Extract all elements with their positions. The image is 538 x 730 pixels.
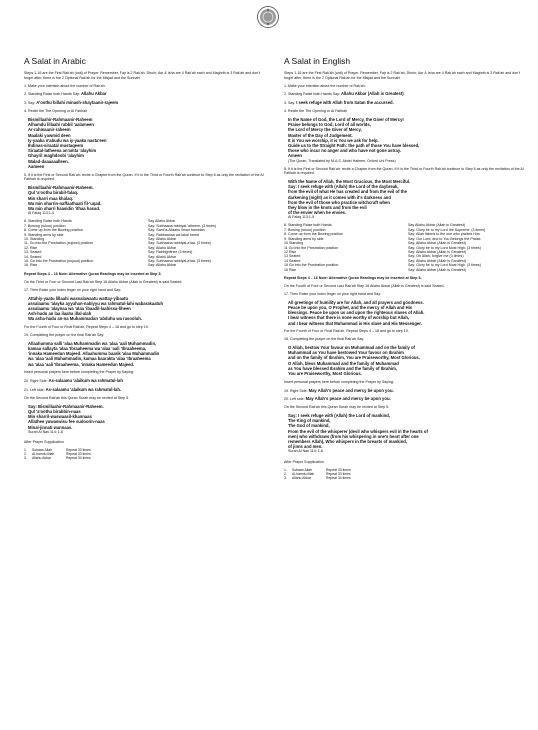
falaq-line: they blow in the knots and from the evil [288,204,367,210]
arabic-tashahhud [24,296,266,322]
fatihah-line: Aameen [28,163,45,169]
table-cell: Say: Allahu Akbar [148,237,177,242]
table-cell: Say Allahu Akbar (Allah is Greatest) [408,223,465,228]
nas-line: Minal-jinnati wannaas. [28,424,73,430]
nas-reference: Surah Al Nas 114: 1-6 [28,429,63,434]
ibrahimiyya-line: and on the family of Ibrahim, You are Praiseworthy, Most Glorious. [288,355,420,361]
english-column [284,56,526,480]
table-cell: 6. Standing Raise both Hands [284,223,332,228]
nas-line: The God of mankind, [288,423,330,429]
english-title: A Salat in English [284,56,351,66]
english-after-table [284,468,526,481]
english-tashahhud [284,300,526,326]
english-insert-note: Insert personal prayers here before completing the Prayer by Saying: [284,379,394,384]
fatihah-line: Master of the Day of Judgement. [288,132,353,138]
ibrahimiyya-line: 'innaka Hameedun Majeed. Allaahumma baarik 'alaa Muhammadin [28,351,160,357]
arabic-third-note: On the Third or Four or Second Last Rak'ah Step 16 Allahu Akbar (Allah is Greatest) is said Seated. [24,279,183,284]
fatihah-line: the Lord of Mercy the Giver of Mercy, [288,127,362,133]
english-steps-table [284,223,526,271]
falaq-line: With the Name of Allah, the Most Gracious, the Most Merciful. [288,178,411,184]
table-cell: Say: Glory be to my Lord Most High. (3 times) [408,263,481,268]
table-cell: Say: Allahu Akbar (Allah is Greatest) [408,241,466,246]
table-cell: Say: Sami'a-Allaahu liman hamidah [148,228,205,233]
english-third-note: On the Fourth of Four or Second Last Rak'ah Step 16 Allahu Akbar (Allah is Greatest) is said Seated. [284,284,445,289]
arabic-step-4: 4. Recite the The Opening or Al Fatihah [24,109,88,114]
table-cell: 2. [24,452,27,457]
table-cell: 1. [284,467,287,472]
nas-line: Min sharril-waswaasil-khannaas [28,414,92,420]
tashahhud-line: and I bear witness that Muhammad is His slave and His Messenger. [288,320,422,326]
falaq-line: Qul 'a'oothu birabil-falaq. [28,190,79,196]
tashahhud-line: All greetings of humility are for Allah, and all prayers and goodness. [288,299,424,305]
nas-reference: Surah Al Nas 114: 1-6 [288,449,323,454]
english-step-20: 20. Left side: May Allah's peace and mercy be upon you. [284,396,391,402]
table-cell: Say: Subhaana rabbiyal-a'laa. (3 times) [148,259,211,264]
tashahhud-line: Attahiy-yaatu lillaahi wassalawaatu wattay-yibaatu [28,295,129,301]
english-falaq [284,179,526,220]
table-cell: Say: Allahu Akbar [148,263,177,268]
table-cell: 9. Standing arms by side [24,232,64,237]
table-cell: 16. Rise [24,263,38,268]
arabic-nas [24,404,266,435]
ibrahimiyya-line: kamaa sallayta 'alaa 'Ibraaheema wa 'alaa 'aali 'Ibraaheema, [28,346,147,352]
arabic-steps-table [24,219,266,267]
nas-line: Qul 'a'oothu birabbin-naas [28,408,81,414]
seal-logo-icon [256,4,280,30]
tashahhud-line: I bear witness that there is none worthy of worship but Allah, [288,315,410,321]
table-cell: Say: Allahu Akbar [148,245,177,250]
arabic-step-5: 5. If it is the First or Second Rak'ah: recite a Chapter from the Quran. If it is the Third or Fourth Rak'ah continue to Step 6 as only the recitation of the Al Fatihah is required. [24,172,264,182]
nas-line: of jinns and men. [288,444,323,450]
table-cell: Say: Oh Allah, forgive me (3 times) [408,254,464,259]
table-cell: 15. Go into the Prostration (sujood) position [24,259,94,264]
falaq-line: of the envier when he envies. [288,210,347,216]
falaq-reference: Al Falaq 113:1-5 [28,211,55,216]
fatihah-line: It is You we worship, it is You we ask for help. [288,137,379,143]
ibrahimiyya-line: You are Praiseworthy, Most Glorious. [288,370,362,376]
english-fatihah [284,117,526,163]
ibrahimiyya-line: wa 'alaa 'aali 'Ibraaheema, 'innaka Hameedun Majeed. [28,361,135,367]
table-cell: Al-hamdu lillah [292,471,315,476]
english-step-19: 19. Right Side: May Allah's peace and mercy be upon you. [284,387,394,393]
ibrahimiyya-line: wa 'alaa 'aali Muhammadin, kamaa baarakta 'alaa 'Ibraaheema [28,356,151,362]
table-cell: 16 Rise [284,267,297,272]
fatihah-line: Ar-rahmaanir-raheem [28,127,71,133]
table-cell: Repeat 34 times [66,456,91,461]
fatihah-line: those who incur no anger and who have not gone astray. [288,148,401,154]
arabic-title: A Salat in Arabic [24,56,86,66]
table-cell: Repeat 33 times [326,467,351,472]
table-cell: Repeat 33 times [66,447,91,452]
ibrahimiyya-line: O Allah, bestow Your favour on Muhammad and on the family of [288,344,415,350]
table-cell: Say: Allahu Akbar (Allah is Greatest) [408,267,466,272]
falaq-line: Wa min sharrin-naffaathaati fil-'uqad. [28,200,102,206]
falaq-reference: Al Falaq 113:1-5 [288,215,315,220]
arabic-column [24,56,266,461]
arabic-repeat-note: Repeat Steps 4 – 16 Note: Alternative Quran Readings may be inserted at Step 5. [24,271,162,276]
falaq-line: Wa min sharri haasidin 'ithaa hasad. [28,206,101,212]
english-second-surah-note: On the Second Rak'ah this Quran Surah may be recited at Step 5. [284,405,390,410]
table-cell: Subaan Allah [32,447,52,452]
table-cell: Al-hamdu lillah [32,452,55,457]
english-step-4: 4. Recite the The Opening or Al Fatihah [284,109,348,114]
arabic-step-21: 21. Left side: As-salaamu 'alaikum wa rahmatul-lah. [24,387,122,393]
table-cell: 12 Rise [284,249,297,254]
table-cell: 6. Standing Raise both Hands [24,219,72,224]
nas-line: men) who withdraws (from his whispering in one's heart after one [288,433,419,439]
table-cell: 8. Come up from the Bowing position [284,232,343,237]
arabic-step-2: 2. Standing Raise both Hands Say: Allahu Akbar [24,91,107,97]
english-nas [284,413,526,454]
ibrahimiyya-line: Muhammad as You have bestowed Your favour on Ibrahim [288,350,404,356]
arabic-after-title: After Prayer Supplication [24,440,64,445]
fatihah-line: Siraatal-latheena an'amta 'alayhim [28,148,97,154]
ibrahimiyya-line: as You have blessed Ibrahim and the family of Ibrahim, [288,365,397,371]
table-cell: Say: Glory be to my Lord Most High. (3 times) [408,245,481,250]
table-cell: 8. Come up from the Bowing position [24,228,83,233]
fatihah-line: Ghayril maghdoobi 'alayhim [28,153,84,159]
english-step-18: 18. Completing the prayer on the final Rak'ah Say: [284,337,365,342]
tashahhud-line: assalaamu 'alayka ayyuhan-nabiyyu wa rahmatul-lahi wabarakaatuh [28,300,164,306]
table-cell: 11 Go into the Prostration position [284,245,339,250]
arabic-intro: Steps 1-16 are the First Rak'ah (unit) of Prayer. Remember, Fajr is 2 Rak'ah, Dhuhr, Asr & Isha are 4 Rak'ah each and Maghrib is 3 Rak'ah and don't forget after, there is the 2 Optional Rak'ah for the Misjad and the Sunnah! [24,71,260,80]
table-cell: 14. Seated [24,254,42,259]
ibrahimiyya-line: Allaahumma salli 'alaa Muhammadin wa 'alaa 'aali Muhammadin, [28,340,157,346]
table-cell: Say: Glory be to my Lord the Supreme. (3 times) [408,227,486,232]
arabic-ibrahimiyya [24,341,266,367]
tashahhud-line: blessings. Peace be upon us and upon the righteous slaves of Allah. [288,310,425,316]
fatihah-line: Ihdinas-siraatal mustaqeem [28,143,84,149]
arabic-fourth-note: For the Fourth of Four or Final Rak'ah, Repeat Steps 4 – 18 and go to step 19. [24,325,149,330]
nas-line: Say: Bismillaahir-Rahmaanir-Raheem. [28,403,104,409]
table-cell: Say: Subhaana rabbiyal-'atheem. (3 times) [148,223,217,228]
falaq-line: Min sharri maa khalaq. [28,195,74,201]
fatihah-line: Alhamdu lillaahi rabbil 'aalameen [28,122,94,128]
arabic-second-surah-note: On the Second Rak'ah this Quran Surah may be recited at Step 5. [24,396,130,401]
table-cell: Say: Rabbaanaa wa lakal hamd [148,232,199,237]
fatihah-reference: (The Quran, Translated by M.A.S. Abdel Haleem, Oxford Uni Press) [288,158,396,163]
table-cell: Allahu Akbar [292,476,312,481]
table-cell: 13. Seated [24,250,42,255]
arabic-step-19: 19. Completing the prayer on the final Rak'ah Say: [24,333,105,338]
table-cell: 12. Rise [24,245,38,250]
arabic-after-table [24,448,266,461]
table-cell: Say: Our Lord, and to You Belongs the Praise. [408,236,482,241]
table-cell: 15 Go into the Prostration position [284,263,339,268]
fatihah-line: Guide us to the Straight Path: the path of those You have blessed, [288,143,420,149]
table-cell: 10 Standing [284,241,304,246]
falaq-line: Bismillaahir-Rahmaanir-Raheem. [28,185,94,191]
table-cell: Repeat 34 times [326,476,351,481]
table-cell: 7. Bowing (rukoo) position [284,227,326,232]
table-cell: 10. Standing [24,237,45,242]
english-intro: Steps 1-16 are the First Rak'ah (unit) of Prayer. Remember, Fajr is 2 Rak'ah, Dhuhr, Asr & Isha are 4 Rak'ah each and Maghrib is 3 Rak'ah and don't forget after, there is the 2 Optional Rak'ah for the Misjad and the Sunnah! [284,71,520,80]
table-cell: 14 Seated [284,258,301,263]
english-step-5: 5. If it is the First or Second Rak'ah: recite a Chapter from the Quran. If it is the Third or Fourth Rak'ah continue to Step 6 as only the recitation of the Al Fatihah is required. [284,166,524,176]
table-cell: Say: Allahu Akbar (Allah is Greatest) [408,249,466,254]
table-cell: 1. [24,447,27,452]
table-cell: Subaan Allah [292,467,312,472]
english-step-17: 17. Then Raise your index finger on your right hand and Say: [284,292,382,297]
nas-line: From the evil of the whisperer (devil who whispers evil in the hearts of [288,428,428,434]
table-cell: 3. [24,456,27,461]
fatihah-line: In the Name of God, the Lord of Mercy, the Giver of Mercy! [288,117,404,123]
table-cell: 3. [284,476,287,481]
english-step-1: 1. Make your intention about the number of Rak'ah. [284,83,366,88]
nas-line: Say: I seek refuge with (Allah) the Lord of mankind, [288,413,390,419]
table-cell: Say: Allahu Akbar (Allah is Greatest) [408,258,466,263]
table-cell: 7. Bowing (rukoo) position [24,223,66,228]
nas-line: Allathee yuwaswisu fee sudoorin-naas [28,419,105,425]
english-repeat-note: Repeat Steps 4 – 16 Note: Alternative Quran Readings may be inserted at Step 5. [284,275,422,280]
table-cell: Say: Allahu Akbar [148,254,177,259]
falaq-line: from the evil of those who practice witchcraft when [288,199,390,205]
fatihah-line: Walad-daaaaaalleen. [28,158,69,164]
arabic-insert-note: Insert personal prayers here before completing the Prayer by Saying: [24,370,134,375]
table-cell: Repeat 33 times [66,452,91,457]
tashahhud-line: Ash-hadu an laa ilaaha illal-alah [28,311,92,317]
table-cell: Say: Rabbighfirlee (3 times) [148,250,193,255]
table-cell: Say Allahu Akbar [148,219,176,224]
english-fourth-note: For the Fourth of Four or Final Rak'ah, Repeat Steps 4 – 18 and go to step 19. [284,329,409,334]
arabic-step-17: 17. Then Raise your index finger on your right hand and Say: [24,288,122,293]
falaq-line: from the evil of what He has created and from the evil of the [288,189,407,195]
english-ibrahimiyya [284,345,526,376]
table-cell: Say: Subhaana rabbiyal-a'laa. (3 times) [148,241,211,246]
table-cell: Repeat 33 times [326,471,351,476]
falaq-line: darkening (night) as it comes with it's darkness and [288,194,391,200]
arabic-step-1: 1. Make your intention about the number of Rak'ah. [24,83,106,88]
tashahhud-line: Wa asha-hadu an-na Muhammadan 'abduhu wa rasooluh. [28,316,142,322]
arabic-step-20: 20. Right Side: As-salaamu 'alaikum wa rahmatul-lah [24,378,123,384]
english-after-title: After Prayer Supplication [284,460,324,465]
nas-line: The King of mankind, [288,418,331,424]
english-step-3: 3. Say: I seek refuge with Allah from Satan the accursed. [284,100,394,106]
tashahhud-line: assalaamu 'alaynaa wa 'alaa 'ibaadil-laahissa-liheen [28,306,131,312]
table-cell: 11. Go into the Prostration (sujood) position [24,241,94,246]
fatihah-line: Iy-yaaka n'abudu wa iy-yaaka nasta'een [28,137,107,143]
tashahhud-line: Peace be upon you, O Prophet, and the mercy of Allah and His [288,304,413,310]
table-cell: 9. Standing arms by side [284,236,324,241]
table-cell: 2. [284,471,287,476]
fatihah-line: Maalaki yawmid deen [28,132,71,138]
english-step-2: 2. Standing Raise both Hands Say: Allahu Akbar (Allah is Greatest) [284,91,404,97]
fatihah-line: Praise belongs to God, Lord of all worlds, [288,122,371,128]
ibrahimiyya-line: O Allah, bless Muhammad and the family of Muhammad [288,360,399,366]
arabic-fatihah [24,117,266,169]
nas-line: remembers Allah), Who whispers in the breasts of mankind, [288,439,407,445]
falaq-line: Say: I seek refuge with (Allah) the Lord of the daybreak, [288,184,399,190]
fatihah-line: Ameen [288,153,302,159]
fatihah-line: Bismillaahir-Rahmaanir-Raheem [28,117,93,123]
table-cell: Say: Allah listens to the one who praises Him [408,232,480,237]
arabic-step-3: 3. Say: A'oothu billahi minash-shaytaanir-rajeem [24,100,119,106]
table-cell: 13 Seated [284,254,301,259]
arabic-falaq [24,185,266,216]
table-cell: Allahu Akbar [32,456,52,461]
